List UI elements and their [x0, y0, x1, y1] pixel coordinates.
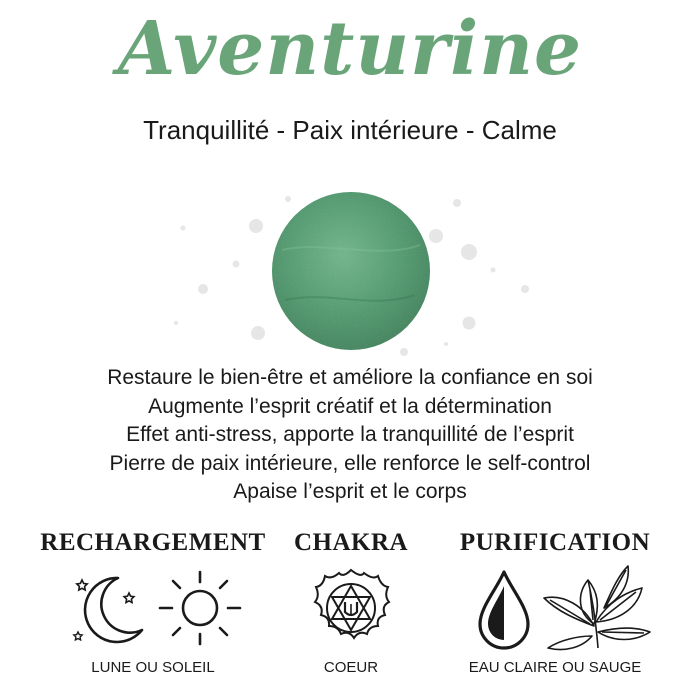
benefit-item: Apaise l’esprit et le corps [233, 480, 467, 504]
section-caption: LUNE OU SOLEIL [91, 659, 215, 676]
section-caption: COEUR [323, 659, 379, 676]
benefit-item: Pierre de paix intérieure, elle renforce le self-control [109, 451, 591, 475]
benefit-item: Restaure le bien-être et améliore la confiance en soi [107, 366, 593, 389]
benefit-item: Effet anti-stress, apporte la tranquillité de l’esprit [126, 423, 574, 447]
heart-chakra-icon [311, 566, 391, 650]
section-title: PURIFICATION [459, 529, 651, 556]
section-title: RECHARGEMENT [40, 529, 266, 556]
section-recharge [40, 528, 266, 676]
water-drop-icon [476, 568, 532, 652]
section-title: CHAKRA [293, 529, 409, 556]
section-purification [454, 528, 656, 676]
benefit-item: Augmente l’esprit créatif et la détermination [148, 394, 552, 418]
benefits-list [0, 364, 700, 507]
sun-icon [156, 568, 244, 648]
page-title: Aventurine [117, 6, 583, 92]
sage-leaves-icon [538, 562, 656, 652]
section-caption: EAU CLAIRE OU SAUGE [468, 659, 642, 676]
section-chakra [290, 528, 412, 676]
moon-stars-icon [70, 568, 150, 648]
page-subtitle: Tranquillité - Paix intérieure - Calme [143, 115, 557, 145]
aventurine-stone [272, 192, 430, 350]
